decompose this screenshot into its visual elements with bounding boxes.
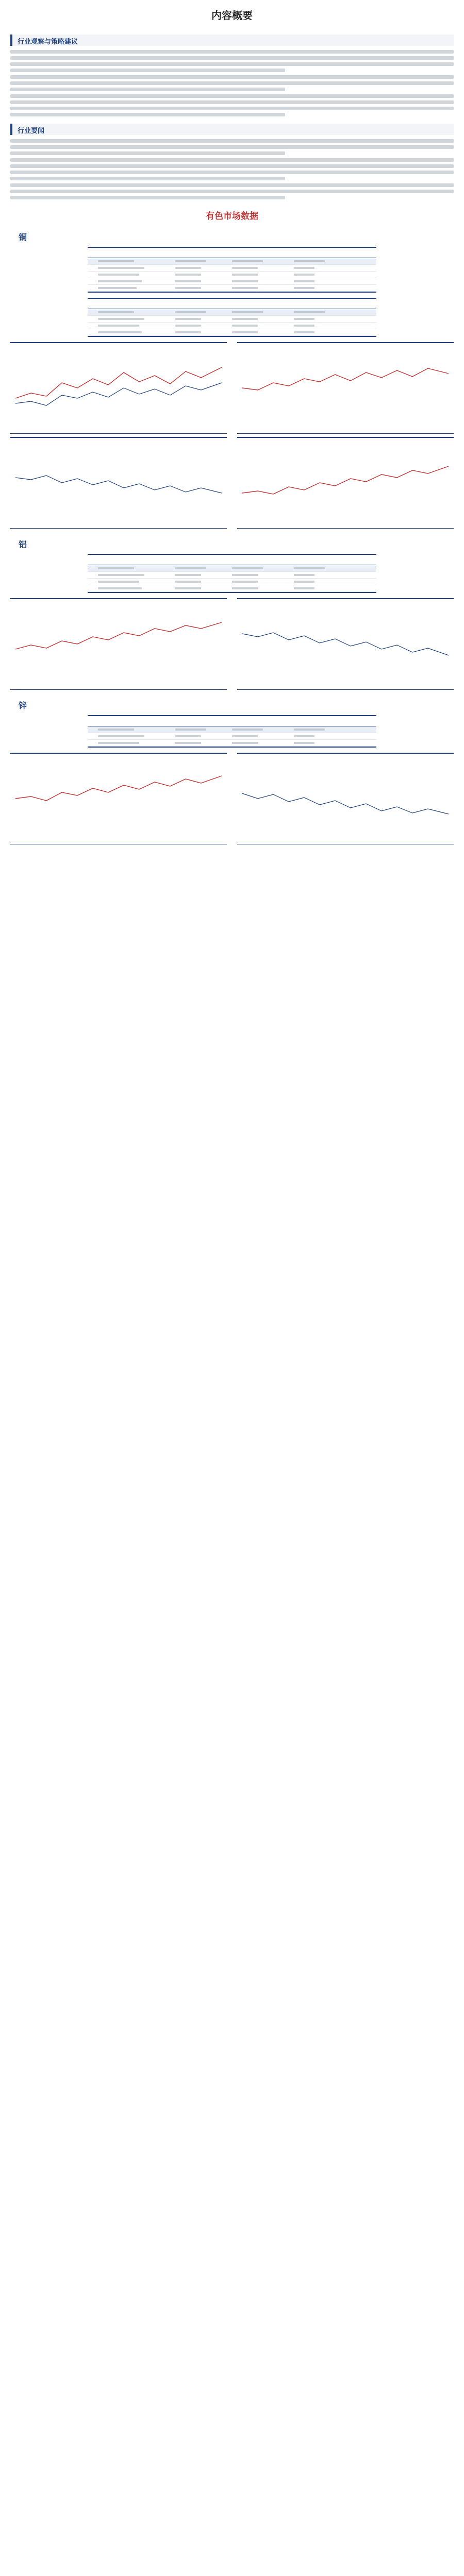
figure-title — [10, 343, 227, 352]
table-title — [88, 716, 376, 726]
figure-title — [10, 599, 227, 608]
figure-plot — [237, 608, 454, 675]
figure — [237, 342, 454, 434]
section-band-core-view — [10, 35, 454, 46]
metal-heading-copper: 铜 — [19, 232, 27, 242]
market-data-title: 有色市场数据 — [206, 211, 258, 222]
figure-plot — [10, 762, 227, 829]
section-band-label: 行业观察与策略建议 — [18, 38, 78, 46]
report-page — [10, 0, 454, 868]
figure-row — [10, 437, 454, 529]
figure-plot — [237, 352, 454, 419]
figure-title — [10, 754, 227, 762]
figure — [10, 598, 227, 690]
figure-title — [237, 343, 454, 352]
figure-title — [10, 438, 227, 447]
figure-row — [10, 342, 454, 434]
paragraph — [10, 183, 454, 199]
page-end-spacer — [10, 848, 454, 868]
table-title — [88, 299, 376, 309]
figure-plot — [10, 352, 227, 419]
paragraph — [10, 94, 454, 116]
figure-title — [237, 754, 454, 762]
paragraph — [10, 50, 454, 72]
data-table — [88, 715, 376, 748]
table-title — [88, 555, 376, 565]
figure-plot — [10, 608, 227, 675]
section-band-industry-news — [10, 124, 454, 135]
figure — [237, 753, 454, 844]
paragraph — [10, 75, 454, 91]
paragraph — [10, 158, 454, 180]
metal-heading-zinc: 锌 — [19, 701, 27, 710]
figure-title — [237, 438, 454, 447]
table-title — [88, 248, 376, 258]
figure — [10, 753, 227, 844]
page-title: 内容概要 — [211, 9, 253, 22]
metal-heading-aluminium: 铝 — [19, 539, 27, 549]
data-table — [88, 247, 376, 293]
section-band-label: 行业要闻 — [18, 127, 45, 135]
figure-row — [10, 753, 454, 844]
figure — [10, 342, 227, 434]
figure-plot — [237, 447, 454, 514]
figure — [237, 598, 454, 690]
figure-plot — [10, 447, 227, 514]
figure — [10, 437, 227, 529]
paragraph — [10, 139, 454, 155]
data-table — [88, 554, 376, 593]
figure-plot — [237, 762, 454, 829]
data-table — [88, 298, 376, 337]
figure — [237, 437, 454, 529]
figure-title — [237, 599, 454, 608]
figure-row — [10, 598, 454, 690]
